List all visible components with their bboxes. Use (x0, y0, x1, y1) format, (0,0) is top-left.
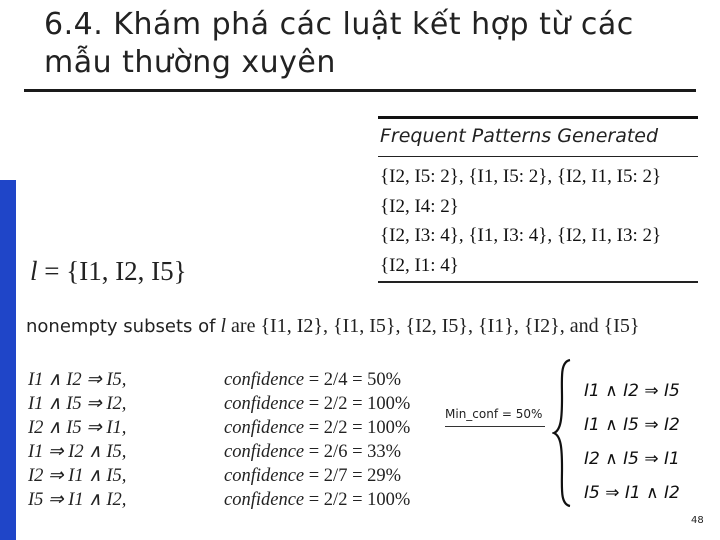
subsets-symbol: l (220, 315, 227, 337)
confidence-row (224, 488, 410, 512)
itemset-value: = {I1, I2, I5} (44, 256, 187, 286)
strong-rules-list (584, 374, 680, 510)
rule: I1 ∧ I2 ⇒ I5, (28, 370, 127, 390)
strong-rule: I2 ∧ I5 ⇒ I1 (584, 449, 680, 469)
confidence-label: confidence (224, 394, 305, 414)
table-top-rule (378, 116, 698, 119)
confidence-value: = 2/2 = 100% (308, 394, 411, 414)
left-brace-icon (552, 358, 574, 508)
rules-list (28, 368, 126, 512)
rule: I2 ∧ I5 ⇒ I1, (28, 418, 127, 438)
sidebar-accent (0, 180, 16, 540)
min-conf-label: Min_conf = 50% (445, 407, 543, 421)
table-row: {I2, I1: 4} (380, 254, 459, 276)
strong-rule: I1 ∧ I2 ⇒ I5 (584, 381, 680, 401)
confidence-value: = 2/4 = 50% (308, 370, 402, 390)
confidence-row (224, 392, 410, 416)
table-row: {I2, I5: 2}, {I1, I5: 2}, {I2, I1, I5: 2} (380, 166, 662, 187)
table-body (380, 162, 661, 280)
rule: I5 ⇒ I1 ∧ I2, (28, 490, 127, 510)
strong-rule: I5 ⇒ I1 ∧ I2 (584, 483, 680, 503)
subsets-list: are {I1, I2}, {I1, I5}, {I2, I5}, {I1}, {I2}, and {I5} (231, 315, 640, 337)
confidence-row (224, 368, 410, 392)
subsets-statement (26, 315, 639, 338)
strong-rule: I1 ∧ I5 ⇒ I2 (584, 415, 680, 435)
confidence-row (224, 416, 410, 440)
confidence-label: confidence (224, 490, 305, 510)
confidence-value: = 2/7 = 29% (308, 466, 402, 486)
page-number: 48 (691, 515, 704, 526)
rule: I1 ∧ I5 ⇒ I2, (28, 394, 127, 414)
itemset-symbol: l (30, 256, 38, 286)
rule: I1 ⇒ I2 ∧ I5, (28, 442, 127, 462)
confidence-label: confidence (224, 418, 305, 438)
rule: I2 ⇒ I1 ∧ I5, (28, 466, 127, 486)
sidebar-top (0, 0, 16, 180)
frequent-patterns-table (378, 116, 698, 284)
table-bottom-rule (378, 281, 698, 283)
confidence-row (224, 464, 410, 488)
min-conf-underline (445, 426, 545, 427)
itemset-definition (30, 256, 187, 287)
confidence-label: confidence (224, 442, 305, 462)
confidence-list (224, 368, 410, 512)
table-row: {I2, I3: 4}, {I1, I3: 4}, {I2, I1, I3: 2} (380, 225, 662, 246)
table-row: {I2, I4: 2} (380, 195, 459, 217)
confidence-label: confidence (224, 466, 305, 486)
subsets-prefix: nonempty subsets of (26, 316, 216, 337)
confidence-label: confidence (224, 370, 305, 390)
table-heading: Frequent Patterns Generated (380, 125, 659, 147)
confidence-row (224, 440, 410, 464)
title-divider (24, 89, 696, 92)
confidence-value: = 2/2 = 100% (308, 490, 411, 510)
confidence-value: = 2/2 = 100% (308, 418, 411, 438)
page-title: 6.4. Khám phá các luật kết hợp từ các mẫu thường xuyên (44, 7, 634, 80)
confidence-value: = 2/6 = 33% (308, 442, 402, 462)
table-header-rule (378, 156, 698, 157)
